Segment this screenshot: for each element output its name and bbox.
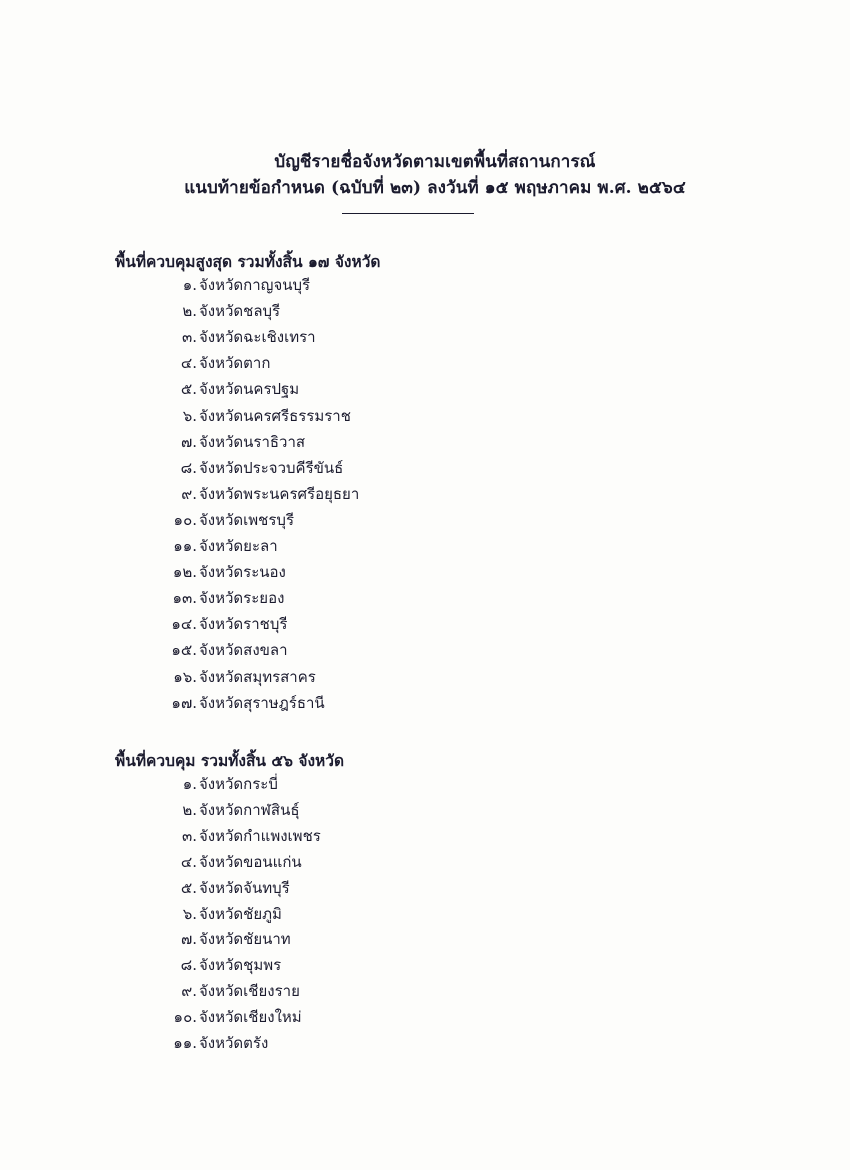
list-item-province-name: จังหวัดราชบุรี — [199, 615, 288, 634]
list-item — [137, 928, 291, 950]
list-item-number: ๙. — [181, 982, 197, 1001]
list-item-number: ๑๗. — [171, 693, 197, 712]
list-item — [137, 851, 302, 873]
list-item-number: ๙. — [181, 484, 197, 503]
list-item — [137, 274, 310, 296]
list-item-number: ๓. — [181, 328, 197, 347]
list-item-number: ๘. — [180, 956, 197, 975]
list-item-province-name: จังหวัดกระบี่ — [199, 775, 278, 793]
list-item — [137, 825, 321, 847]
list-item-number: ๕. — [180, 380, 197, 399]
list-item-province-name: จังหวัดชุมพร — [199, 956, 282, 975]
list-item — [137, 980, 300, 1002]
list-item — [137, 483, 359, 505]
list-item-number: ๒. — [182, 800, 197, 819]
list-item — [137, 509, 294, 531]
list-item-province-name: จังหวัดตรัง — [199, 1034, 269, 1052]
list-item-province-name: จังหวัดสมุทรสาคร — [199, 667, 316, 686]
list-item — [137, 692, 325, 714]
list-item-province-name: จังหวัดกาญจนบุรี — [199, 276, 311, 294]
list-item-number: ๒. — [182, 302, 197, 321]
list-item-number: ๑๑. — [173, 1034, 197, 1052]
list-item — [137, 587, 284, 609]
list-item-province-name: จังหวัดพระนครศรีอยุธยา — [199, 484, 360, 503]
list-item-number: ๕. — [180, 878, 197, 897]
list-item-number: ๑๐. — [173, 510, 197, 529]
list-item — [137, 1006, 302, 1028]
list-item — [137, 799, 300, 821]
list-item — [137, 352, 270, 374]
list-item — [137, 326, 316, 348]
list-item — [137, 457, 343, 479]
list-item-province-name: จังหวัดกำแพงเพชร — [199, 826, 321, 845]
list-item-province-name: จังหวัดจันทบุรี — [199, 878, 290, 897]
list-item-number: ๓. — [181, 826, 197, 845]
list-item-province-name: จังหวัดเชียงใหม่ — [199, 1008, 302, 1027]
list-item — [137, 1032, 268, 1054]
list-item — [137, 773, 278, 795]
list-item-number: ๑๐. — [173, 1008, 197, 1027]
list-item-number: ๗. — [180, 930, 197, 949]
list-item-province-name: จังหวัดตาก — [199, 354, 271, 373]
list-item-province-name: จังหวัดนราธิวาส — [199, 432, 306, 451]
list-item-province-name: จังหวัดชลบุรี — [199, 302, 281, 321]
section-highest-control-title: พื้นที่ควบคุมสูงสุด รวมทั้งสิ้น ๑๗ จังหวัด — [115, 252, 381, 271]
list-item-number: ๖. — [182, 904, 197, 923]
list-item — [137, 535, 278, 557]
list-item-province-name: จังหวัดระยอง — [199, 589, 285, 608]
document-title: บัญชีรายชื่อจังหวัดตามเขตพื้นที่สถานการณ์ — [274, 152, 596, 172]
list-item-province-name: จังหวัดขอนแก่น — [199, 852, 302, 871]
document-subtitle: แนบท้ายข้อกำหนด (ฉบับที่ ๒๓) ลงวันที่ ๑๕ พฤษภาคม พ.ศ. ๒๕๖๔ — [184, 178, 686, 198]
list-item-number: ๔. — [180, 852, 197, 871]
list-item — [137, 561, 286, 583]
list-item — [137, 378, 299, 400]
list-item-number: ๑๖. — [173, 667, 197, 686]
list-item-number: ๑๓. — [172, 589, 197, 608]
list-item-province-name: จังหวัดประจวบคีรีขันธ์ — [199, 458, 344, 477]
list-item — [137, 300, 280, 322]
list-item — [137, 903, 282, 925]
list-item — [137, 405, 351, 427]
list-item-province-name: จังหวัดนครศรีธรรมราช — [199, 406, 351, 425]
list-item-number: ๖. — [182, 406, 197, 425]
list-item-province-name: จังหวัดสุราษฎร์ธานี — [199, 693, 325, 712]
list-item-province-name: จังหวัดเพชรบุรี — [199, 510, 294, 529]
list-item-province-name: จังหวัดกาฬสินธุ์ — [199, 800, 300, 819]
list-item-number: ๑. — [182, 775, 197, 793]
list-item-number: ๘. — [180, 458, 197, 477]
title-underline-divider — [342, 213, 474, 214]
list-item-province-name: จังหวัดนครปฐม — [199, 380, 300, 399]
list-item — [137, 954, 281, 976]
list-item-number: ๗. — [180, 432, 197, 451]
list-item-number: ๑๑. — [173, 537, 197, 555]
list-item-province-name: จังหวัดชัยนาท — [199, 930, 291, 949]
list-item-number: ๑๔. — [171, 615, 197, 634]
list-item-province-name: จังหวัดฉะเชิงเทรา — [199, 328, 316, 347]
list-item-number: ๔. — [180, 354, 197, 373]
list-item-number: ๑. — [182, 276, 197, 294]
list-item-province-name: จังหวัดสงขลา — [199, 641, 288, 660]
list-item-number: ๑๕. — [171, 641, 197, 660]
list-item-number: ๑๒. — [172, 563, 197, 582]
list-item — [137, 613, 287, 635]
list-item — [137, 431, 305, 453]
list-item — [137, 666, 316, 688]
list-item — [137, 639, 288, 661]
list-item-province-name: จังหวัดระนอง — [199, 563, 286, 582]
list-item-province-name: จังหวัดชัยภูมิ — [199, 904, 282, 923]
list-item — [137, 877, 290, 899]
list-item-province-name: จังหวัดยะลา — [199, 537, 278, 555]
section-control-title: พื้นที่ควบคุม รวมทั้งสิ้น ๕๖ จังหวัด — [115, 751, 345, 770]
list-item-province-name: จังหวัดเชียงราย — [199, 982, 300, 1001]
